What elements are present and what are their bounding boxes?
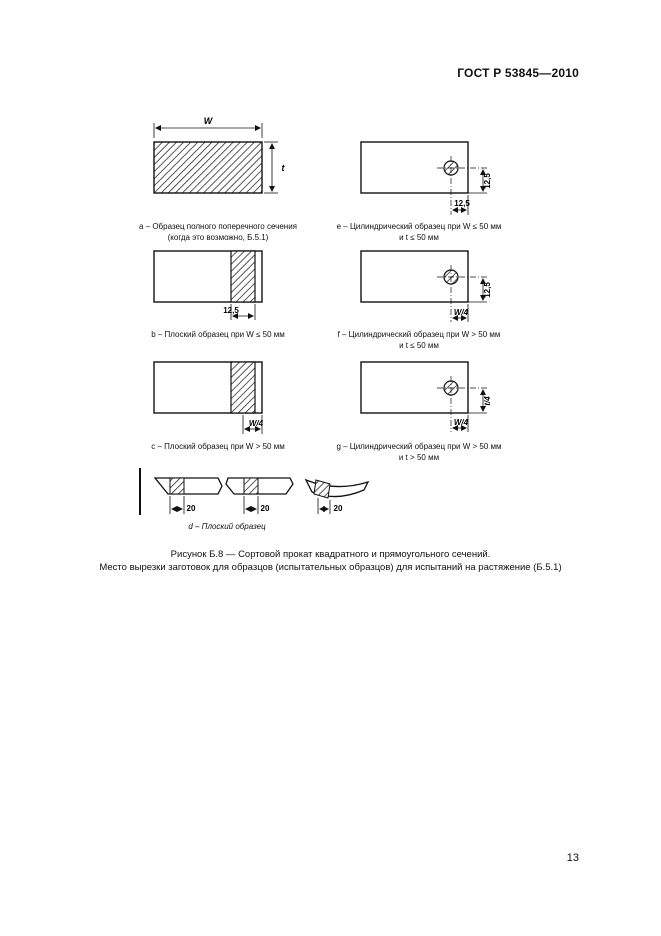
svg-text:t/4: t/4 — [483, 396, 492, 406]
svg-text:20: 20 — [260, 504, 270, 513]
diagram-d — [140, 468, 368, 515]
caption-b: b – Плоский образец при W ≤ 50 мм — [151, 330, 285, 339]
svg-text:12,5: 12,5 — [454, 199, 470, 208]
caption-a: a – Образец полного поперечного сечения (когда это возможно, Б.5.1) — [138, 222, 297, 242]
figure-title: Рисунок Б.8 — Сортовой прокат квадратного и прямоугольного сечений. Место вырезки заготовок для образцов (испытательных образцов) для испытаний на растяжение (Б.5.1) — [99, 549, 562, 573]
svg-text:12,5: 12,5 — [483, 282, 492, 298]
label-t: t — [281, 163, 285, 173]
diagram-e — [361, 142, 492, 215]
caption-g: g – Цилиндрический образец при W > 50 мм и t > 50 мм — [336, 442, 502, 462]
svg-text:12,5: 12,5 — [223, 306, 239, 315]
caption-d: d – Плоский образец — [188, 522, 266, 531]
svg-text:W/4: W/4 — [248, 419, 264, 428]
document-code: ГОСТ Р 53845—2010 — [457, 66, 579, 80]
caption-e: e – Цилиндрический образец при W ≤ 50 мм и t ≤ 50 мм — [336, 222, 502, 242]
diagram-g — [361, 362, 492, 432]
svg-text:W/4: W/4 — [453, 418, 469, 427]
svg-text:12,5: 12,5 — [483, 173, 492, 189]
full-section-rect — [154, 142, 262, 193]
label-w: W — [203, 116, 213, 126]
diagram-f — [361, 251, 492, 322]
caption-c: c – Плоский образец при W > 50 мм — [151, 442, 285, 451]
diagram-b — [154, 251, 262, 320]
svg-text:20: 20 — [333, 504, 343, 513]
caption-f: f – Цилиндрический образец при W > 50 мм и t ≤ 50 мм — [337, 330, 501, 350]
page-number: 13 — [566, 852, 579, 864]
svg-text:20: 20 — [186, 504, 196, 513]
diagram-c — [154, 362, 264, 434]
diagram-a — [154, 116, 286, 193]
svg-text:W/4: W/4 — [453, 308, 469, 317]
